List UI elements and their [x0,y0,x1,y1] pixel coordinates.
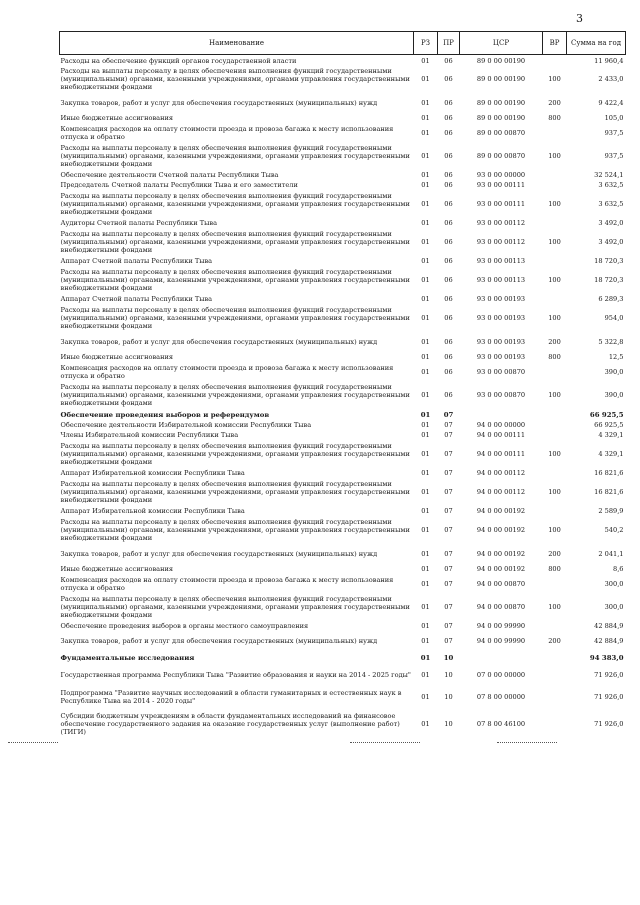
column-header-name: Наименование [60,32,414,55]
cell-vr [543,409,567,420]
cell-pr: 07 [444,450,453,459]
cell-name: Иные бюджетные ассигнования [60,114,174,123]
cell-name: Субсидии бюджетным учреждениям в области фундаментальных исследований на финансовое обеспечение государственного задания на оказание государственных услуг (выполнение работ) (ТИГИ) [60,711,400,737]
cell-rz: 01 [421,579,430,588]
cell-pr: 07 [444,469,453,478]
cell-csr: 93 0 00 00193 [476,338,526,347]
cell-pr: 10 [444,720,453,729]
cell-vr [543,506,567,516]
cell-vr: 200 [548,637,561,646]
cell-csr: 94 0 00 00192 [476,550,526,559]
cell-sum: 4 329,1 [598,450,624,459]
table-row [60,478,626,506]
table-row [60,65,626,93]
cell-pr: 06 [444,128,453,137]
cell-vr: 100 [548,314,561,323]
cell-csr: 93 0 00 00111 [476,200,526,209]
table-header-row [60,32,626,55]
cell-sum: 71 926,0 [594,693,624,702]
cell-pr: 07 [444,622,453,631]
cell-pr: 07 [444,637,453,646]
cell-vr: 200 [548,99,561,108]
cell-rz: 01 [421,526,430,535]
cell-name: Иные бюджетные ассигнования [60,565,174,574]
table-row [60,180,626,190]
column-header-csr: ЦСР [460,32,543,55]
cell-pr: 06 [444,114,453,123]
cell-name: Расходы на выплаты персоналу в целях обеспечения выполнения функций государственными (муниципальными) органами, казенными учреждениями, органами управления государственными внебюджетными фондами [60,66,410,92]
cell-vr: 100 [548,391,561,400]
cell-pr: 06 [444,276,453,285]
cell-rz: 01 [421,550,430,559]
cell-csr: 94 0 00 00111 [476,450,526,459]
cell-pr: 07 [444,431,453,440]
cell-rz: 01 [421,421,430,430]
cell-pr: 06 [444,367,453,376]
cell-pr: 06 [444,200,453,209]
cell-csr: 89 0 00 00190 [476,75,526,84]
table-row [60,651,626,665]
cell-name: Расходы на выплаты персоналу в целях обеспечения выполнения функций государственными (муниципальными) органами, казенными учреждениями, органами управления государственными внебюджетными фондами [60,479,410,505]
cell-sum: 18 720,3 [594,257,624,266]
cell-rz: 01 [421,565,430,574]
cell-sum: 8,6 [613,565,624,574]
cell-vr: 100 [548,526,561,535]
cell-vr [543,256,567,266]
cell-sum: 3 492,0 [598,219,624,228]
table-row [60,170,626,180]
table-row [60,621,626,631]
cell-name: Иные бюджетные ассигнования [60,353,174,362]
cell-csr: 94 0 00 00192 [476,507,526,516]
cell-pr: 06 [444,152,453,161]
cell-name: Закупка товаров, работ и услуг для обеспечения государственных (муниципальных) нужд [60,99,378,108]
cell-name: Компенсация расходов на оплату стоимости проезда и провоза багажа к месту использования отпуска и обратно [60,363,394,380]
cell-vr: 800 [548,114,561,123]
cell-csr: 94 0 00 00112 [476,469,526,478]
cell-rz: 01 [421,720,430,729]
cell-csr: 93 0 00 00111 [476,181,526,190]
cell-name: Расходы на выплаты персоналу в целях обеспечения выполнения функций государственными (муниципальными) органами, казенными учреждениями, органами управления государственными внебюджетными фондами [60,594,410,620]
cell-sum: 71 926,0 [594,671,624,680]
scan-mark-left [8,742,58,743]
scan-mark-right [497,742,557,743]
cell-vr [543,651,567,665]
cell-csr: 94 0 00 99990 [476,637,526,646]
cell-name: Расходы на выплаты персоналу в целях обеспечения выполнения функций государственными (муниципальными) органами, казенными учреждениями, органами управления государственными внебюджетными фондами [60,517,410,543]
table-row [60,123,626,142]
cell-rz: 01 [421,128,430,137]
cell-vr [543,468,567,478]
cell-pr: 07 [444,421,453,430]
cell-pr: 06 [444,57,453,65]
cell-vr: 100 [548,238,561,247]
cell-sum: 71 926,0 [594,720,624,729]
cell-name: Расходы на выплаты персоналу в целях обеспечения выполнения функций государственными (муниципальными) органами, казенными учреждениями, органами управления государственными внебюджетными фондами [60,229,410,255]
table-row [60,574,626,593]
cell-vr: 100 [548,200,561,209]
table-row [60,362,626,381]
table-row [60,506,626,516]
cell-rz: 01 [421,367,430,376]
table-row [60,593,626,621]
cell-pr: 07 [444,507,453,516]
cell-rz: 01 [421,507,430,516]
cell-sum: 32 524,1 [594,171,624,180]
cell-rz: 01 [421,671,430,680]
cell-vr [543,123,567,142]
cell-name: Расходы на выплаты персоналу в целях обеспечения выполнения функций государственными (муниципальными) органами, казенными учреждениями, органами управления государственными внебюджетными фондами [60,305,410,331]
cell-name: Расходы на выплаты персоналу в целях обеспечения выполнения функций государственными (муниципальными) органами, казенными учреждениями, органами управления государственными внебюджетными фондами [60,382,410,408]
cell-rz: 01 [421,431,430,440]
cell-pr: 06 [444,219,453,228]
cell-rz: 01 [420,410,431,419]
cell-name: Обеспечение проведения выборов и референдумов [60,410,270,419]
cell-name: Обеспечение деятельности Избирательной комиссии Республики Тыва [60,421,312,430]
column-header-vr: ВР [543,32,567,55]
cell-name: Аппарат Счетной палаты Республики Тыва [60,295,213,304]
cell-vr: 200 [548,550,561,559]
table-row [60,709,626,739]
cell-sum: 390,0 [604,367,624,376]
cell-pr: 07 [444,603,453,612]
cell-sum: 390,0 [604,391,624,400]
cell-rz: 01 [421,469,430,478]
cell-sum: 937,5 [604,152,624,161]
cell-vr [543,294,567,304]
cell-csr: 93 0 00 00000 [476,171,526,180]
cell-pr: 06 [444,257,453,266]
cell-csr: 94 0 00 00870 [476,603,526,612]
cell-sum: 3 632,5 [598,200,624,209]
cell-csr: 93 0 00 00112 [476,219,526,228]
column-header-pr: ПР [438,32,460,55]
cell-sum: 9 422,4 [598,99,624,108]
cell-vr [543,665,567,685]
cell-rz: 01 [421,114,430,123]
table-row [60,352,626,362]
page-number: 3 [576,12,583,25]
cell-vr [543,430,567,440]
cell-name: Закупка товаров, работ и услуг для обеспечения государственных (муниципальных) нужд [60,637,378,646]
cell-rz: 01 [421,353,430,362]
cell-name: Председатель Счетной палаты Республики Тыва и его заместители [60,181,298,190]
cell-csr: 93 0 00 00870 [476,391,526,400]
cell-name: Аппарат Счетной палаты Республики Тыва [60,257,213,266]
cell-rz: 01 [421,257,430,266]
cell-rz: 01 [421,276,430,285]
table-row [60,665,626,685]
table-row [60,381,626,409]
cell-csr: 93 0 00 00193 [476,353,526,362]
cell-vr [543,574,567,593]
cell-vr: 100 [548,450,561,459]
table-row [60,631,626,651]
cell-vr: 800 [548,565,561,574]
cell-name: Расходы на обеспечение функций органов государственной власти [60,57,297,65]
table-row [60,294,626,304]
cell-sum: 3 632,5 [598,181,624,190]
cell-name: Государственная программа Республики Тыва "Развитие образования и науки на 2014 - 2025 годы" [60,671,411,680]
cell-csr: 89 0 00 00190 [476,57,526,65]
cell-pr: 07 [444,550,453,559]
cell-name: Обеспечение деятельности Счетной палаты Республики Тыва [60,171,279,180]
cell-rz: 01 [421,152,430,161]
cell-csr: 89 0 00 00870 [476,128,526,137]
cell-rz: 01 [421,637,430,646]
cell-pr: 06 [444,181,453,190]
budget-table [59,31,626,739]
cell-sum: 16 821,6 [594,469,624,478]
cell-name: Расходы на выплаты персоналу в целях обеспечения выполнения функций государственными (муниципальными) органами, казенными учреждениями, органами управления государственными внебюджетными фондами [60,191,410,217]
cell-sum: 937,5 [604,128,624,137]
cell-sum: 300,0 [604,579,624,588]
cell-csr: 94 0 00 00870 [476,579,526,588]
cell-pr: 07 [443,410,454,419]
cell-csr: 94 0 00 00000 [476,421,526,430]
cell-vr: 100 [548,603,561,612]
cell-rz: 01 [421,181,430,190]
cell-csr: 93 0 00 00193 [476,314,526,323]
cell-pr: 10 [443,654,454,663]
cell-sum: 42 884,9 [594,637,624,646]
cell-vr [543,218,567,228]
cell-vr [543,180,567,190]
cell-name: Закупка товаров, работ и услуг для обеспечения государственных (муниципальных) нужд [60,550,378,559]
cell-csr: 93 0 00 00870 [476,367,526,376]
cell-sum: 66 925,5 [594,421,624,430]
cell-sum: 66 925,5 [589,410,624,419]
cell-vr [543,420,567,430]
cell-name: Компенсация расходов на оплату стоимости проезда и провоза багажа к месту использования отпуска и обратно [60,124,394,141]
cell-name: Аудиторы Счетной палаты Республики Тыва [60,219,218,228]
cell-rz: 01 [421,693,430,702]
cell-rz: 01 [421,314,430,323]
cell-sum: 12,5 [608,353,624,362]
cell-pr: 06 [444,353,453,362]
cell-rz: 01 [421,391,430,400]
cell-name: Расходы на выплаты персоналу в целях обеспечения выполнения функций государственными (муниципальными) органами, казенными учреждениями, органами управления государственными внебюджетными фондами [60,143,410,169]
table-row [60,685,626,709]
table-row [60,468,626,478]
cell-pr: 10 [444,671,453,680]
cell-vr: 100 [548,276,561,285]
table-row [60,142,626,170]
cell-vr: 100 [548,75,561,84]
cell-vr [543,55,567,66]
cell-csr: 89 0 00 00870 [476,152,526,161]
cell-rz: 01 [421,75,430,84]
cell-sum: 94 383,0 [589,654,624,663]
cell-csr: 93 0 00 00113 [476,257,526,266]
table-row [60,113,626,123]
cell-vr [543,621,567,631]
table-row [60,516,626,544]
cell-vr: 200 [548,338,561,347]
cell-sum: 6 289,3 [598,295,624,304]
cell-csr: 94 0 00 00192 [476,526,526,535]
cell-name: Фундаментальные исследования [60,654,195,663]
table-row [60,430,626,440]
cell-sum: 954,0 [604,314,624,323]
cell-csr: 07 8 00 00000 [476,693,526,702]
cell-name: Компенсация расходов на оплату стоимости проезда и провоза багажа к месту использования отпуска и обратно [60,575,394,592]
cell-csr: 94 0 00 00192 [476,565,526,574]
table-row [60,564,626,574]
cell-pr: 07 [444,565,453,574]
table-row [60,304,626,332]
cell-pr: 06 [444,314,453,323]
cell-rz: 01 [421,57,430,65]
cell-pr: 07 [444,579,453,588]
cell-sum: 2 589,9 [598,507,624,516]
cell-csr: 93 0 00 00112 [476,238,526,247]
cell-pr: 06 [444,238,453,247]
cell-sum: 3 492,0 [598,238,624,247]
cell-sum: 16 821,6 [594,488,624,497]
cell-vr [543,709,567,739]
table-row [60,55,626,66]
column-header-rz: РЗ [414,32,438,55]
cell-sum: 540,2 [604,526,624,535]
table-row [60,190,626,218]
table-row [60,409,626,420]
cell-rz: 01 [421,603,430,612]
cell-sum: 5 322,8 [598,338,624,347]
cell-rz: 01 [421,488,430,497]
scan-mark-middle [350,742,420,743]
cell-name: Расходы на выплаты персоналу в целях обеспечения выполнения функций государственными (муниципальными) органами, казенными учреждениями, органами управления государственными внебюджетными фондами [60,267,410,293]
cell-rz: 01 [421,171,430,180]
table-row [60,93,626,113]
table-body [60,55,626,740]
table-row [60,228,626,256]
cell-rz: 01 [421,200,430,209]
cell-pr: 06 [444,171,453,180]
column-header-sum: Сумма на год [567,32,626,55]
cell-csr [460,409,543,420]
table-row [60,544,626,564]
cell-sum: 42 884,9 [594,622,624,631]
cell-pr: 06 [444,295,453,304]
cell-csr [460,651,543,665]
cell-rz: 01 [420,654,431,663]
cell-csr: 89 0 00 00190 [476,114,526,123]
cell-rz: 01 [421,238,430,247]
cell-csr: 89 0 00 00190 [476,99,526,108]
cell-sum: 300,0 [604,603,624,612]
cell-name: Члены Избирательной комиссии Республики Тыва [60,431,239,440]
cell-rz: 01 [421,295,430,304]
cell-vr [543,170,567,180]
cell-vr: 100 [548,488,561,497]
table-row [60,256,626,266]
cell-rz: 01 [421,219,430,228]
cell-name: Обеспечение проведения выборов в органы местного самоуправления [60,622,309,631]
table-row [60,218,626,228]
cell-csr: 07 0 00 00000 [476,671,526,680]
cell-vr [543,685,567,709]
cell-vr: 100 [548,152,561,161]
cell-name: Аппарат Избирательной комиссии Республики Тыва [60,507,245,516]
cell-sum: 2 041,1 [598,550,624,559]
cell-vr [543,362,567,381]
cell-pr: 07 [444,488,453,497]
cell-rz: 01 [421,338,430,347]
cell-csr: 94 0 00 99990 [476,622,526,631]
cell-csr: 94 0 00 00111 [476,431,526,440]
table-row [60,420,626,430]
cell-name: Закупка товаров, работ и услуг для обеспечения государственных (муниципальных) нужд [60,338,378,347]
table-row [60,440,626,468]
cell-sum: 11 960,4 [594,57,624,65]
cell-name: Аппарат Избирательной комиссии Республики Тыва [60,469,245,478]
cell-rz: 01 [421,450,430,459]
cell-sum: 105,0 [604,114,624,123]
cell-pr: 06 [444,75,453,84]
cell-csr: 07 8 00 46100 [476,720,526,729]
table-row [60,266,626,294]
cell-sum: 2 433,0 [598,75,624,84]
table-row [60,332,626,352]
cell-name: Расходы на выплаты персоналу в целях обеспечения выполнения функций государственными (муниципальными) органами, казенными учреждениями, органами управления государственными внебюджетными фондами [60,441,410,467]
cell-csr: 93 0 00 00113 [476,276,526,285]
cell-sum: 18 720,3 [594,276,624,285]
cell-csr: 93 0 00 00193 [476,295,526,304]
cell-rz: 01 [421,99,430,108]
cell-pr: 10 [444,693,453,702]
cell-name: Подпрограмма "Развитие научных исследований в области гуманитарных и естественных наук в Республике Тыва на 2014 - 2020 годы" [60,689,402,706]
cell-pr: 06 [444,99,453,108]
cell-csr: 94 0 00 00112 [476,488,526,497]
cell-vr: 800 [548,353,561,362]
cell-rz: 01 [421,622,430,631]
cell-pr: 06 [444,338,453,347]
cell-pr: 06 [444,391,453,400]
cell-pr: 07 [444,526,453,535]
cell-sum: 4 329,1 [598,431,624,440]
